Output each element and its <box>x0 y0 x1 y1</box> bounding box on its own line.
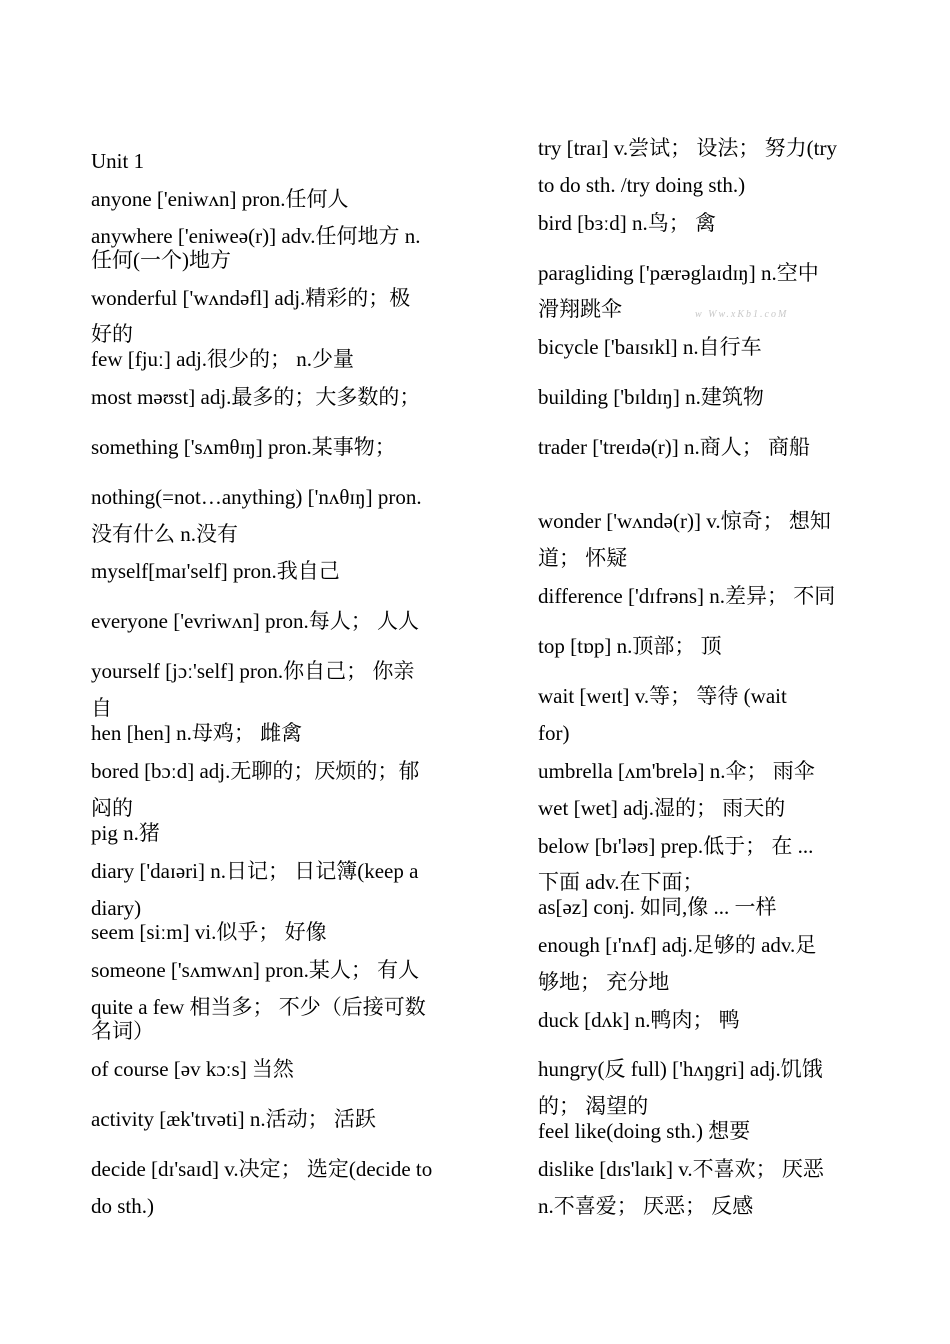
vocab-line: activity [æk'tɪvəti] n.活动； 活跃 <box>91 1107 376 1131</box>
vocab-line: 名词） <box>91 1019 154 1043</box>
watermark: w Ww.xKb1.coM <box>695 309 789 320</box>
vocab-line: 自 <box>91 696 112 720</box>
vocab-line: dislike [dɪs'laɪk] v.不喜欢； 厌恶 <box>538 1157 824 1181</box>
vocab-line: enough [ɪ'nʌf] adj.足够的 adv.足 <box>538 933 817 957</box>
vocab-line: 滑翔跳伞 <box>538 297 622 321</box>
vocab-line: seem [siːm] vi.似乎； 好像 <box>91 920 327 944</box>
vocab-line: feel like(doing sth.) 想要 <box>538 1119 751 1143</box>
vocab-line: n.不喜爱； 厌恶； 反感 <box>538 1194 754 1218</box>
vocab-line: duck [dʌk] n.鸭肉； 鸭 <box>538 1008 740 1032</box>
vocab-line: Unit 1 <box>91 149 145 173</box>
vocab-line: most məʊst] adj.最多的；大多数的； <box>91 385 421 409</box>
vocab-line: trader ['treɪdə(r)] n.商人； 商船 <box>538 435 811 459</box>
vocab-line: everyone ['evriwʌn] pron.每人； 人人 <box>91 609 420 633</box>
vocab-line: bicycle ['baɪsɪkl] n.自行车 <box>538 335 762 359</box>
vocab-line: hungry(反 full) ['hʌŋgri] adj.饥饿 <box>538 1057 823 1081</box>
vocab-line: building ['bɪldɪŋ] n.建筑物 <box>538 385 764 409</box>
vocab-line: decide [dɪ'saɪd] v.决定； 选定(decide to <box>91 1157 433 1181</box>
vocab-line: wonderful ['wʌndəfl] adj.精彩的；极 <box>91 286 411 310</box>
vocab-line: someone ['sʌmwʌn] pron.某人； 有人 <box>91 958 420 982</box>
vocab-line: umbrella [ʌm'brelə] n.伞； 雨伞 <box>538 759 815 783</box>
vocab-line: hen [hen] n.母鸡； 雌禽 <box>91 721 303 745</box>
vocab-line: wait [weɪt] v.等； 等待 (wait <box>538 684 787 708</box>
vocab-line: top [tɒp] n.顶部； 顶 <box>538 634 722 658</box>
vocab-line: bored [bɔːd] adj.无聊的；厌烦的；郁 <box>91 759 420 783</box>
vocab-line: diary ['daɪəri] n.日记； 日记簿(keep a <box>91 859 419 883</box>
vocab-line: 好的 <box>91 322 133 346</box>
vocab-line: nothing(=not…anything) ['nʌθɪŋ] pron. <box>91 485 422 509</box>
vocab-line: 任何(一个)地方 <box>91 248 231 272</box>
vocab-line: paragliding ['pærəglaɪdɪŋ] n.空中 <box>538 261 819 285</box>
vocab-line: quite a few 相当多； 不少（后接可数 <box>91 995 426 1019</box>
vocab-line: try [traɪ] v.尝试； 设法； 努力(try <box>538 136 838 160</box>
vocab-line: bird [bɜːd] n.鸟； 禽 <box>538 211 716 235</box>
vocab-line: wonder ['wʌndə(r)] v.惊奇； 想知 <box>538 509 831 533</box>
vocab-line: to do sth. /try doing sth.) <box>538 173 746 197</box>
vocab-line: something ['sʌmθɪŋ] pron.某事物； <box>91 435 396 459</box>
vocab-line: of course [əv kɔːs] 当然 <box>91 1057 294 1081</box>
vocab-line: 没有什么 n.没有 <box>91 522 238 546</box>
vocab-line: do sth.) <box>91 1194 154 1218</box>
vocab-line: below [bɪ'ləʊ] prep.低于； 在 ... <box>538 834 814 858</box>
vocab-line: myself[maɪ'self] pron.我自己 <box>91 559 340 583</box>
vocab-line: yourself [jɔː'self] pron.你自己； 你亲 <box>91 659 415 683</box>
vocab-line: 下面 adv.在下面； <box>538 870 704 894</box>
vocab-line: 够地； 充分地 <box>538 970 670 994</box>
vocab-line: wet [wet] adj.湿的； 雨天的 <box>538 796 786 820</box>
vocab-line: 闷的 <box>91 796 133 820</box>
vocab-line: as[əz] conj. 如同,像 ... 一样 <box>538 895 777 919</box>
vocab-line: anyone ['eniwʌn] pron.任何人 <box>91 187 349 211</box>
vocab-line: difference ['dɪfrəns] n.差异； 不同 <box>538 584 836 608</box>
vocab-line: 道； 怀疑 <box>538 546 628 570</box>
vocab-line: diary) <box>91 896 142 920</box>
vocab-line: pig n.猪 <box>91 821 160 845</box>
vocab-line: anywhere ['eniweə(r)] adv.任何地方 n. <box>91 224 421 248</box>
vocab-line: for) <box>538 721 570 745</box>
vocab-line: 的； 渴望的 <box>538 1094 649 1118</box>
vocab-line: few [fjuː] adj.很少的； n.少量 <box>91 347 355 371</box>
